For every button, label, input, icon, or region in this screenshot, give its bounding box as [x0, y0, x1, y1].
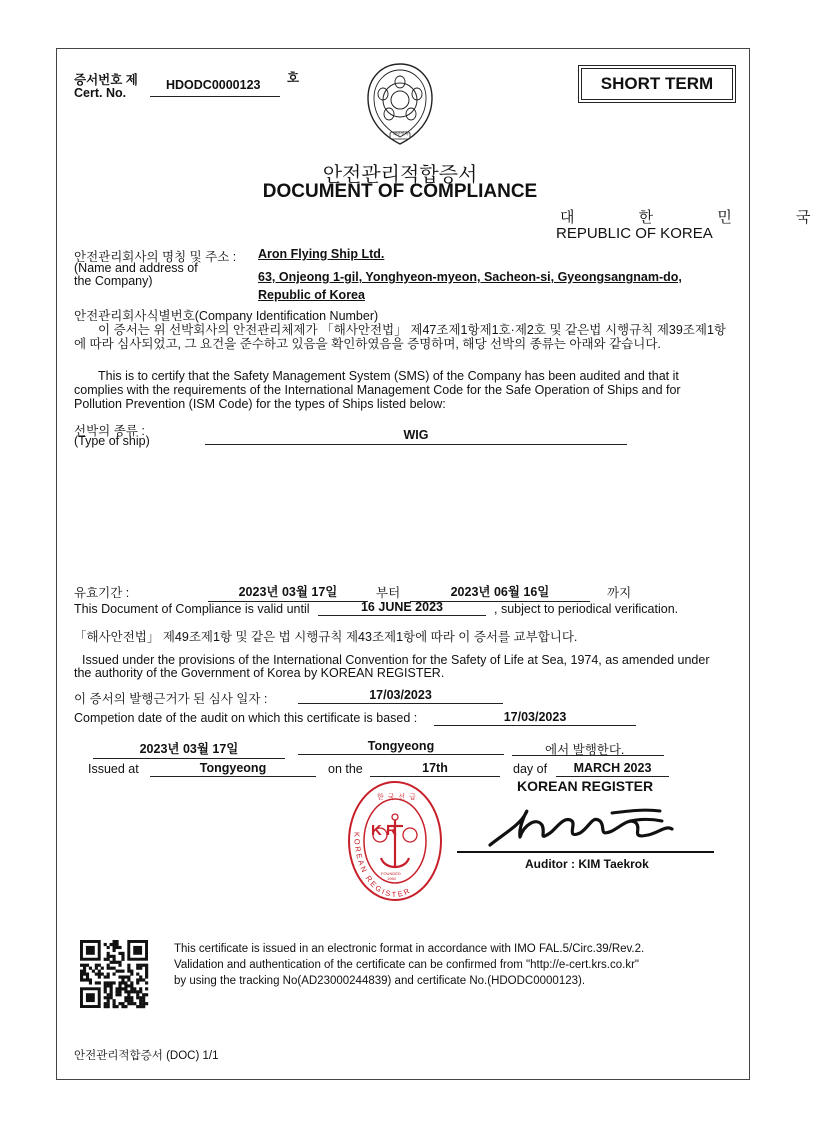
- country-ko-text: 대 한 민 국: [560, 209, 840, 226]
- seal-year: 1960: [387, 876, 396, 881]
- doc-label: 안전관리적합증서 (DOC) 1/1: [74, 1050, 219, 1062]
- signature-line: [457, 851, 714, 853]
- cert-no-text: HDODC0000123: [166, 78, 261, 92]
- emblem-text: 대한민국: [393, 131, 409, 136]
- audit-date-ko: 17/03/2023: [298, 688, 503, 704]
- company-address1: 63, Onjeong 1-gil, Yonghyeon-myeon, Sacheon-si, Gyeongsangnam-do,: [258, 270, 682, 284]
- issue-day: 17th: [370, 761, 500, 777]
- issue-place-ko: Tongyeong: [298, 739, 504, 755]
- issue-ko-line: [512, 755, 664, 756]
- auditor-name: Auditor : KIM Taekrok: [525, 857, 649, 871]
- cert-no-label-ko: 증서번호 제: [74, 73, 138, 87]
- svg-text:KOREAN REGISTER: KOREAN REGISTER: [352, 831, 413, 900]
- validity-to-word: 까지: [607, 586, 632, 600]
- electronic-note-3: by using the tracking No(AD23000244839) and certificate No.(HDODC0000123).: [174, 975, 586, 987]
- short-term-badge: SHORT TERM: [581, 68, 733, 100]
- valid-until-post: , subject to periodical verification.: [494, 602, 679, 616]
- country-en: REPUBLIC OF KOREA: [556, 225, 713, 242]
- auditor-signature: [480, 795, 680, 855]
- valid-until-pre: This Document of Compliance is valid until: [74, 602, 310, 616]
- ship-type-label-en: (Type of ship): [74, 434, 150, 448]
- seal-top-text: 한 국 선 급: [377, 794, 417, 801]
- provisions-en: Issued under the provisions of the International Convention for the Safety of Life at Sea, 1974, as amended under the authority of the Government of Korea by KOREAN REGISTER.: [74, 653, 710, 680]
- government-emblem: [360, 60, 440, 150]
- valid-until-date: 16 JUNE 2023: [318, 600, 486, 616]
- validity-label-ko: 유효기간 :: [74, 586, 130, 600]
- audit-label-ko: 이 증서의 발행근거가 된 심사 일자 :: [74, 692, 268, 706]
- issue-month-year: MARCH 2023: [556, 761, 669, 777]
- seal-letters: K R: [371, 822, 397, 839]
- statement-ko: 이 증서는 위 선박회사의 안전관리체제가 「해사안전법」 제47조제1항제1호·제2호 및 같은법 시행규칙 제39조제1항에 따라 심사되었고, 그 요건을 준수하고 있음을 확인하였음을 증명하며, 해당 선박의 종류는 아래와 같습니다.: [74, 323, 726, 351]
- company-label-en2: the Company): [74, 274, 153, 288]
- seal-ring-text: [347, 780, 443, 902]
- issued-at-label: Issued at: [88, 762, 139, 776]
- company-label-en1: (Name and address of: [74, 261, 198, 275]
- audit-label-en: Competion date of the audit on which this certificate is based :: [74, 711, 418, 725]
- electronic-note-2: Validation and authentication of the certificate can be confirmed from "http://e-cert.krs.co.kr": [174, 959, 639, 971]
- issued-ko: 에서 발행한다.: [545, 743, 625, 757]
- title-en: DOCUMENT OF COMPLIANCE: [262, 181, 538, 202]
- korean-register-seal: [347, 780, 443, 902]
- company-label-ko: 안전관리회사의 명칭 및 주소 :: [74, 250, 237, 264]
- ship-type-value: WIG: [205, 428, 627, 445]
- cert-no-value: [150, 78, 280, 97]
- company-id-label: 안전관리회사식별번호(Company Identification Number): [74, 309, 379, 323]
- audit-date-en: 17/03/2023: [434, 710, 636, 726]
- on-the-label: on the: [328, 762, 363, 776]
- validity-from: 2023년 03월 17일: [208, 582, 368, 602]
- provisions-ko: 「해사안전법」 제49조제1항 및 같은 법 시행규칙 제43조제1항에 따라 이 증서를 교부합니다.: [74, 630, 578, 644]
- country-ko: [560, 206, 840, 227]
- seal-founded: FOUNDED: [381, 871, 401, 876]
- cert-no-label-en: Cert. No.: [74, 86, 127, 100]
- day-of-label: day of: [513, 762, 548, 776]
- title-ko: 안전관리적합증서: [322, 164, 478, 186]
- statement-en: This is to certify that the Safety Management System (SMS) of the Company has been audited and that it complies with the requirements of the International Management Code for the Safe Operation of Ships and for Pollution Prevention (ISM Code) for the types of Ships listed below:: [74, 369, 681, 411]
- issued-at-place: Tongyeong: [150, 761, 316, 777]
- issuer-name: KOREAN REGISTER: [517, 778, 654, 794]
- issue-date-ko: 2023년 03월 17일: [93, 739, 285, 759]
- company-address2: Republic of Korea: [258, 288, 365, 302]
- company-name: Aron Flying Ship Ltd.: [258, 247, 385, 261]
- qr-code: [80, 940, 148, 1008]
- validity-to: 2023년 06월 16일: [410, 582, 590, 602]
- electronic-note-1: This certificate is issued in an electronic format in accordance with IMO FAL.5/Circ.39/Rev.2.: [174, 943, 645, 955]
- cert-no-suffix: 호: [287, 71, 300, 85]
- ship-type-label-ko: 선박의 종류 :: [74, 424, 145, 438]
- validity-from-word: 부터: [376, 586, 401, 600]
